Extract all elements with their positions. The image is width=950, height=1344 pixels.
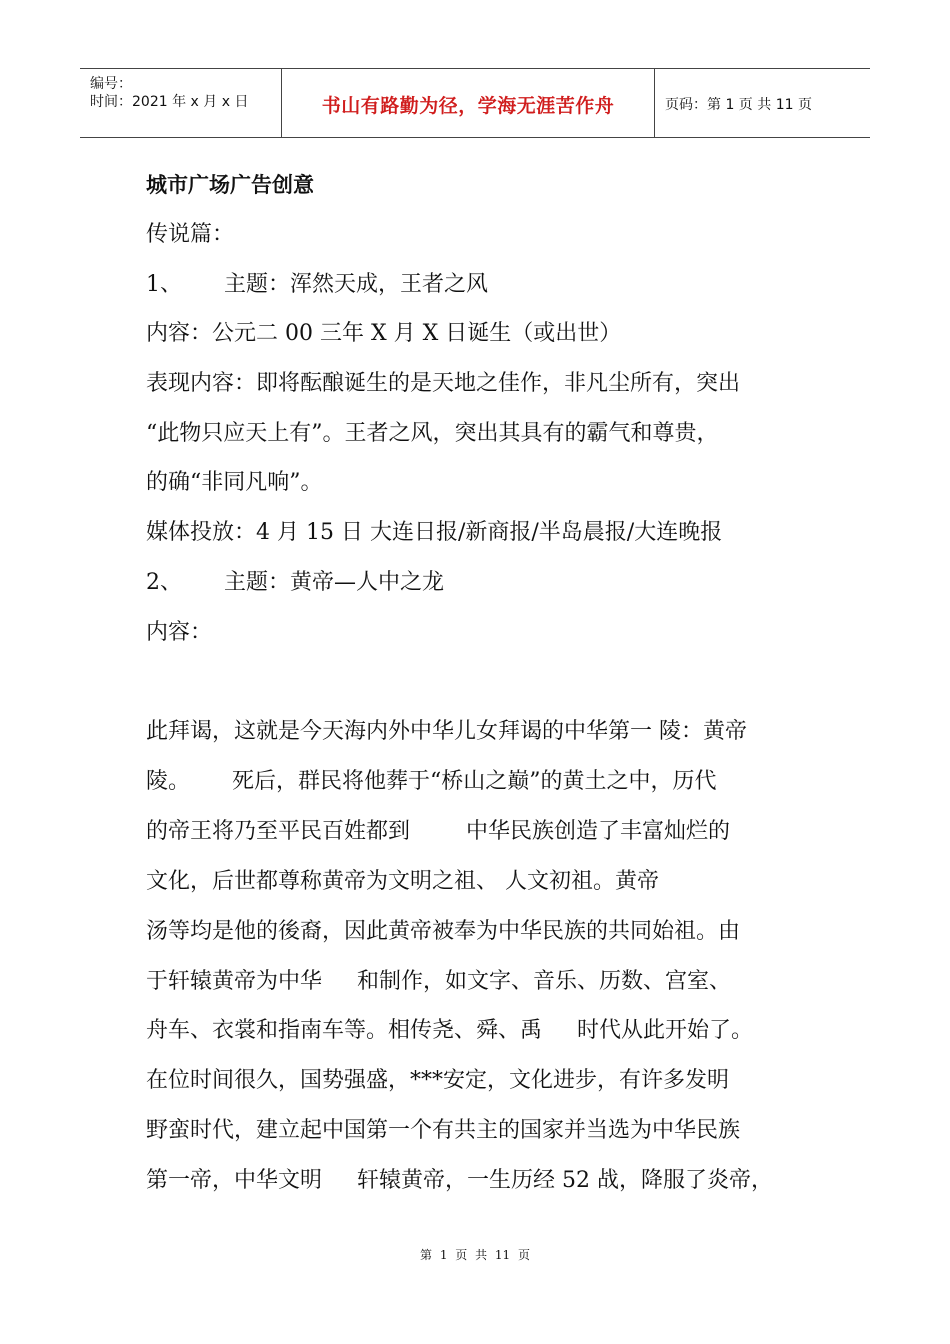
header-table	[80, 68, 870, 138]
item-2-content: 内容：	[146, 620, 213, 645]
header-cell-motto	[281, 69, 655, 137]
paragraph-line: 陵。 死后，群民将他葬于“桥山之巅”的黄土之中，历代	[146, 769, 717, 794]
paragraph-line: 于轩辕黄帝为中华 和制作，如文字、音乐、历数、宫室、	[146, 969, 731, 994]
motto-text: 书山有路勤为径，学海无涯苦作舟	[321, 95, 615, 117]
time-label: 时间：2021 年 x 月 x 日	[90, 94, 249, 110]
section-heading: 传说篇：	[146, 222, 235, 247]
number-label: 编号：	[90, 76, 132, 92]
document-title: 城市广场广告创意	[146, 173, 314, 197]
media-placement: 媒体投放：4 月 15 日 大连日报/新商报/半岛晨报/大连晚报	[146, 520, 723, 545]
paragraph-line: 野蛮时代，建立起中国第一个有共主的国家并当选为中华民族	[146, 1118, 741, 1143]
item-1-content: 内容：公元二 00 三年 X 月 X 日诞生（或出世）	[146, 321, 622, 346]
paragraph-line: 的帝王将乃至平民百姓都到 中华民族创造了丰富灿烂的	[146, 819, 730, 844]
page-info: 页码：第 1 页 共 11 页	[665, 97, 812, 113]
paragraph-line: 第一帝，中华文明 轩辕黄帝，一生历经 52 战，降服了炎帝，	[146, 1168, 773, 1193]
paragraph-line: 此拜谒，这就是今天海内外中华儿女拜谒的中华第一 陵：黄帝	[146, 719, 747, 744]
paragraph-line: 文化，后世都尊称黄帝为文明之祖、 人文初祖。黄帝	[146, 869, 659, 894]
paragraph-line: 在位时间很久，国势强盛，***安定，文化进步，有许多发明	[146, 1068, 730, 1093]
header-cell-meta	[80, 69, 281, 137]
paragraph-line: 汤等均是他的後裔，因此黄帝被奉为中华民族的共同始祖。由	[146, 919, 741, 944]
item-1-theme: 1、 主题：浑然天成，王者之风	[146, 272, 488, 297]
item-2-theme: 2、 主题：黄帝—人中之龙	[146, 570, 444, 595]
paragraph-line: 舟车、衣裳和指南车等。相传尧、舜、禹 时代从此开始了。	[146, 1018, 753, 1043]
page-footer: 第 1 页 共 11 页	[420, 1248, 530, 1262]
paragraph-line: 表现内容：即将酝酿诞生的是天地之佳作，非凡尘所有，突出	[146, 371, 741, 396]
paragraph-line: “此物只应天上有”。王者之风，突出其具有的霸气和尊贵，	[146, 421, 719, 446]
paragraph-line: 的确“非同凡响”。	[146, 470, 323, 495]
header-cell-page	[655, 69, 870, 137]
